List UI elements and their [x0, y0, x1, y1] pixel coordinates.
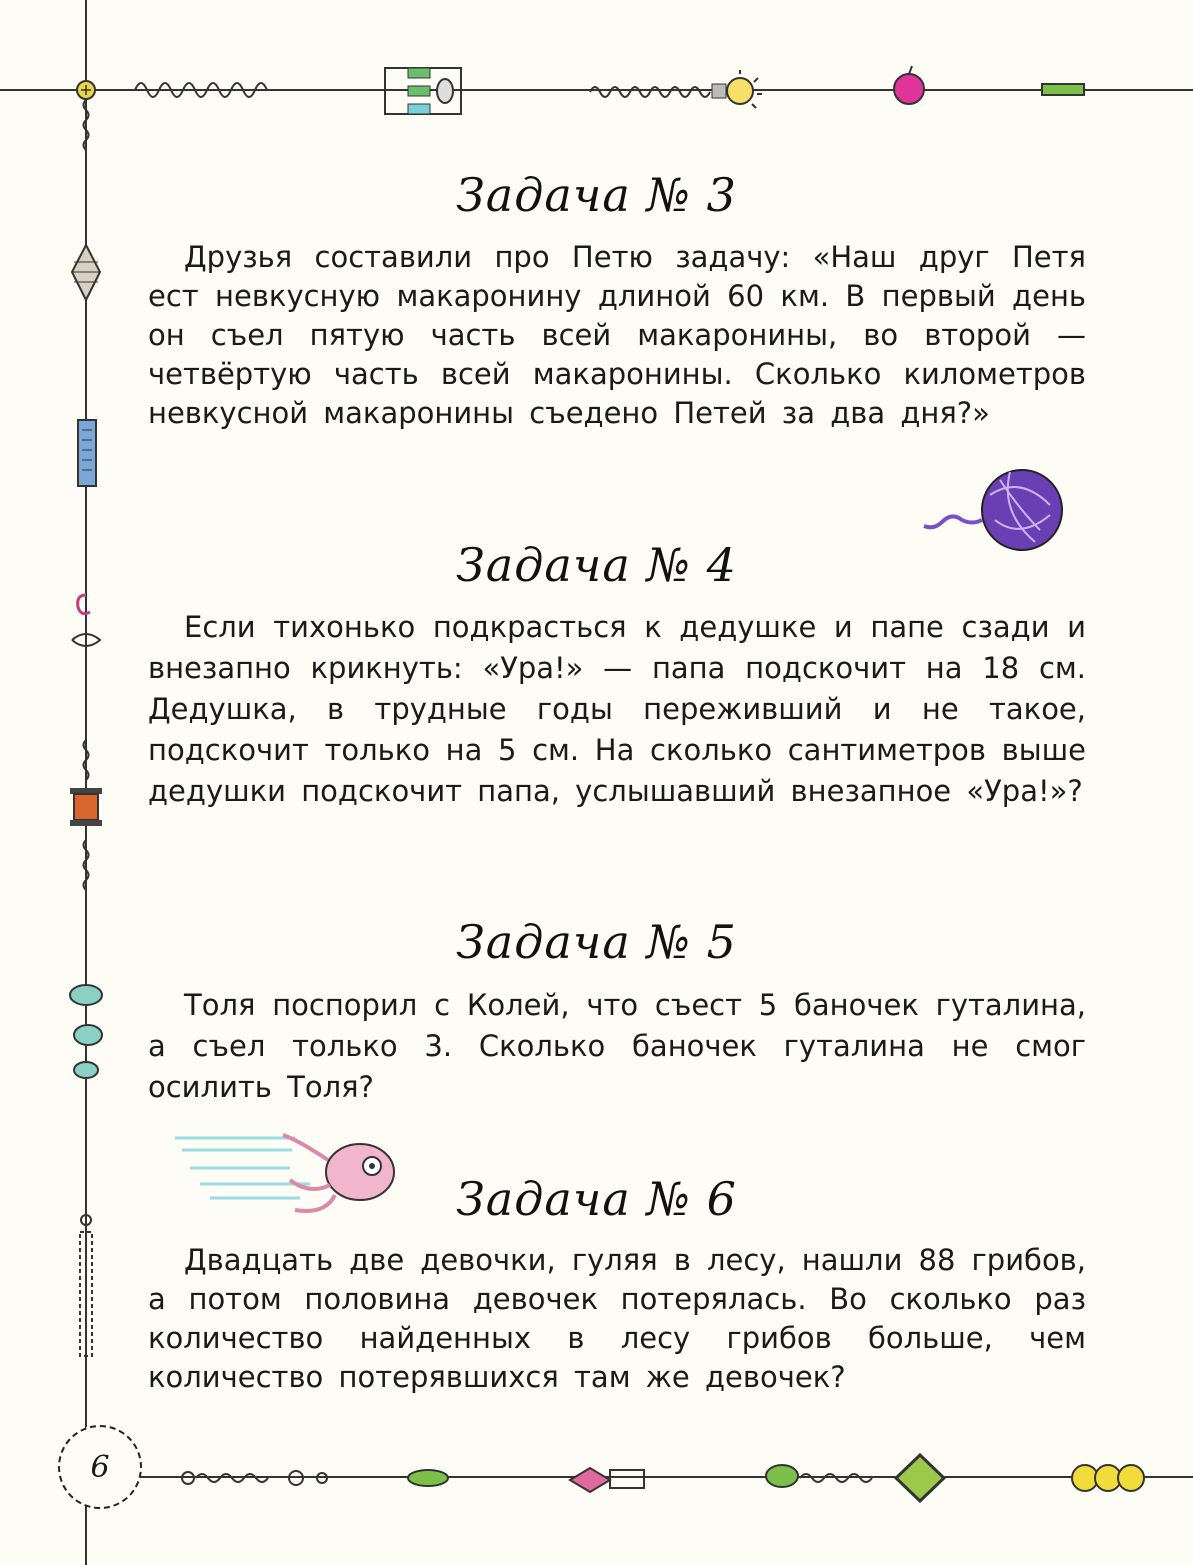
spool-icon — [70, 788, 102, 826]
button-icon — [77, 81, 95, 99]
task-text: Друзья составили про Петю задачу: «Наш друг Петя ест невкусную макаронину длиной 60 км. В первый день он съел пятую часть всей макаронины, во второй — четвёртую часть всей макаронины. Сколько километров невкусной макаронины съедено Петей за два дня?» — [148, 240, 1086, 430]
green-bar-icon — [1042, 84, 1084, 95]
page-number: 6 — [58, 1425, 142, 1509]
coil-icon — [590, 87, 710, 97]
task-text: Двадцать две девочки, гуляя в лесу, нашли 88 грибов, а потом половина девочек потерялась. Во сколько раз количество найденных в лесу грибов больше, чем количество потерявшихся там же девочек? — [148, 1243, 1086, 1394]
diamond-box-icon — [570, 1468, 644, 1492]
diamond-icon — [896, 1455, 944, 1501]
task-title: Задача № 6 — [456, 1172, 737, 1226]
task-title: Задача № 5 — [456, 915, 737, 969]
bead-icon — [894, 66, 924, 104]
ruler-icon — [78, 420, 96, 486]
cloud-beads-icon — [70, 985, 102, 1078]
yellow-beads-icon — [1072, 1465, 1144, 1491]
task-text: Толя поспорил с Колей, что съест 5 баночек гуталина, а съел только 3. Сколько баночек гуталина не смог осилить Толя? — [148, 988, 1086, 1104]
task-title: Задача № 3 — [456, 168, 737, 222]
pea-icon — [408, 1470, 448, 1486]
task-title: Задача № 4 — [456, 538, 737, 592]
leaf-bead-icon — [72, 245, 100, 300]
task-text: Если тихонько подкрасться к дедушке и папе сзади и внезапно крикнуть: «Ура!» — папа подскочит на 18 см. Дедушка, в трудные годы переживший и не такое, подскочит только на 5 см. На сколько сантиметров выше дедушки подскочит папа, услышавший внезапное «Ура!»? — [148, 610, 1086, 808]
